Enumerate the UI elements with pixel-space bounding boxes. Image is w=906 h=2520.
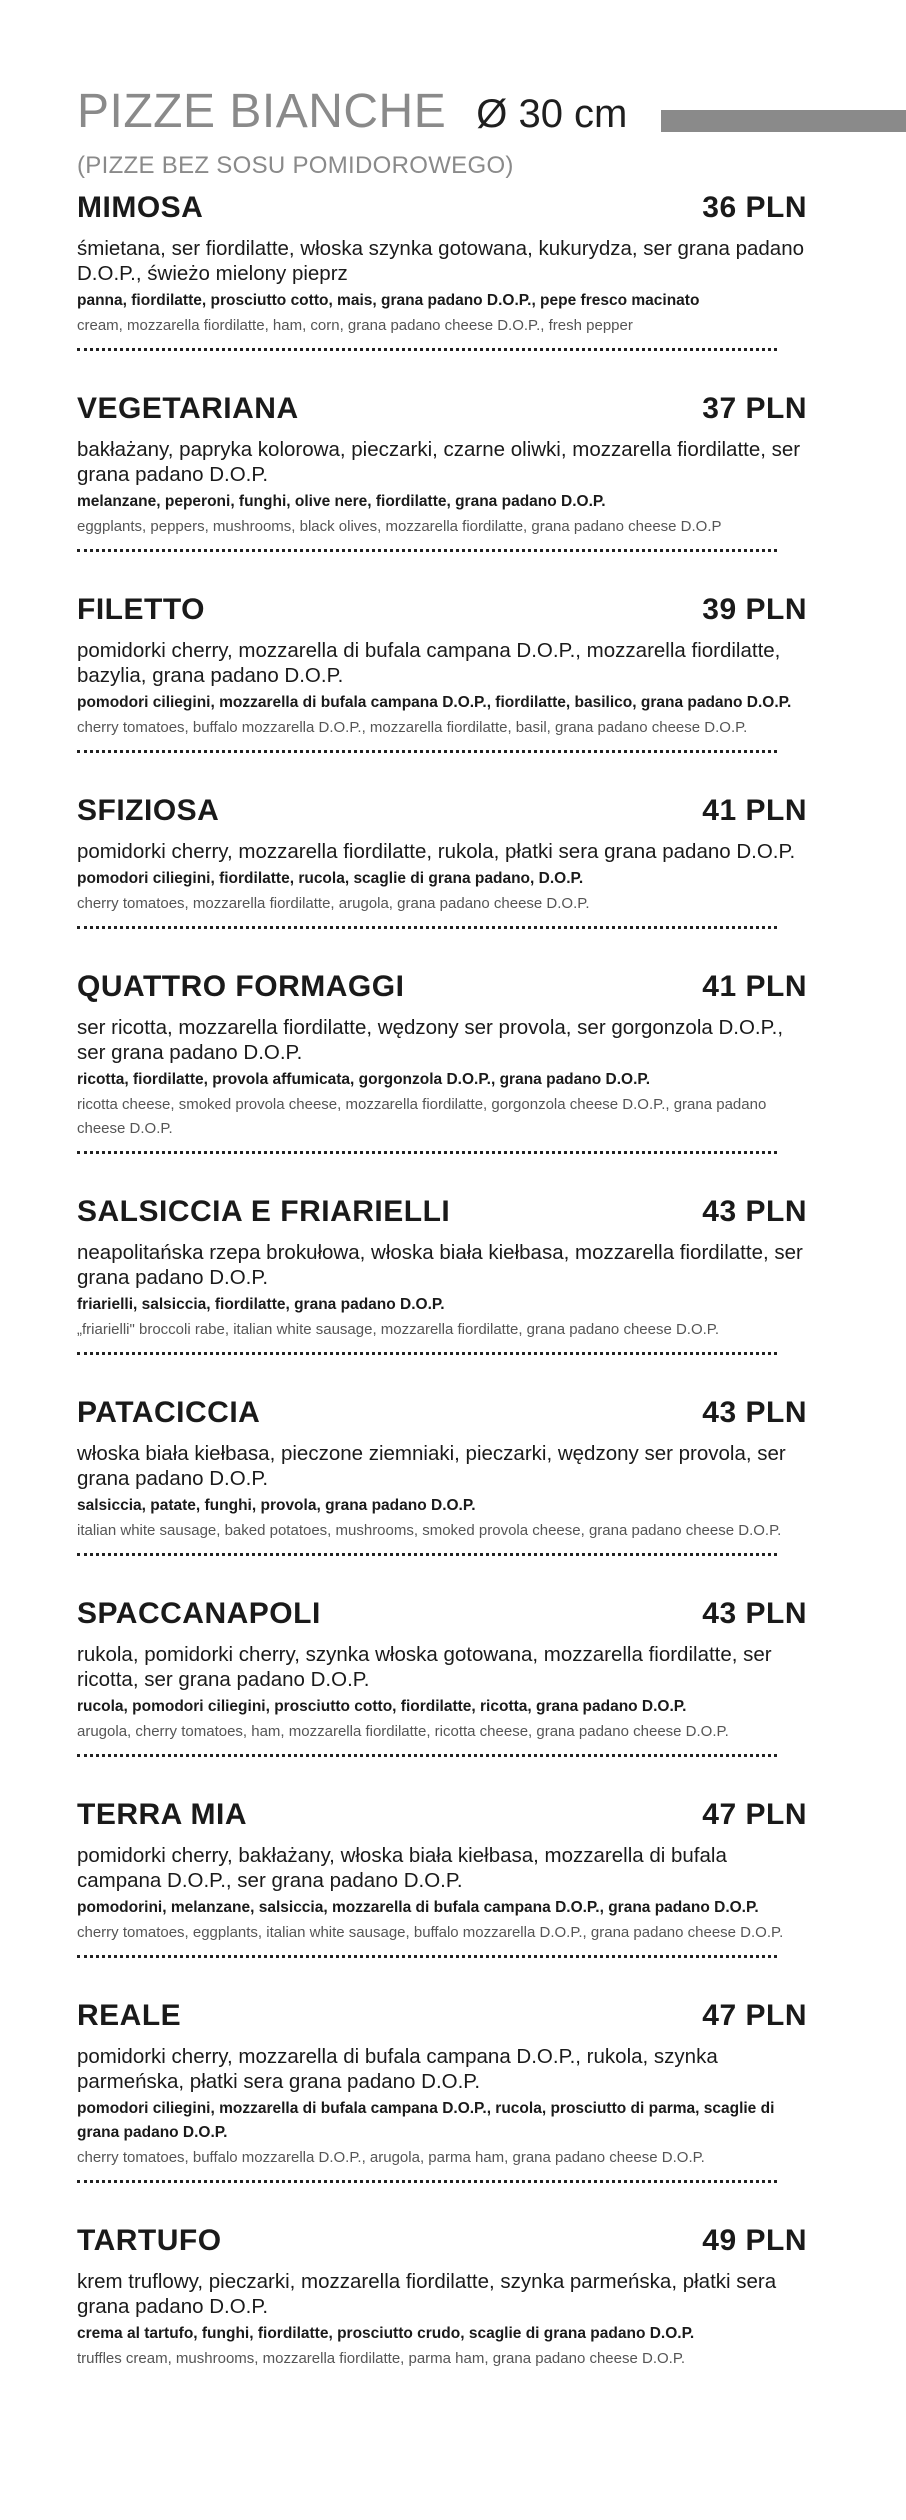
dotted-divider — [77, 1151, 777, 1154]
menu-item — [77, 1596, 807, 1757]
menu-item — [77, 1194, 807, 1355]
menu-item-description-en: truffles cream, mushrooms, mozzarella fiordilatte, parma ham, grana padano cheese D.O.P. — [77, 2350, 686, 2367]
dotted-divider — [77, 926, 777, 929]
menu-item-name: SALSICCIA E FRIARIELLI — [77, 1195, 451, 1228]
menu-item-description-en: arugola, cherry tomatoes, ham, mozzarella fiordilatte, ricotta cheese, grana padano cheese D.O.P. — [77, 1723, 729, 1740]
menu-item-header — [77, 1998, 807, 2034]
menu-item-description-pl: bakłażany, papryka kolorowa, pieczarki, czarne oliwki, mozzarella fiordilatte, ser grana padano D.O.P. — [77, 438, 801, 486]
menu-item-description-pl: rukola, pomidorki cherry, szynka włoska gotowana, mozzarella fiordilatte, ser ricotta, ser grana padano D.O.P. — [77, 1643, 772, 1691]
menu-item-price: 47 PLN — [702, 1798, 807, 1831]
menu-item-price: 49 PLN — [702, 2224, 807, 2257]
menu-item-price: 47 PLN — [702, 1999, 807, 2032]
menu-item-description-pl: ser ricotta, mozzarella fiordilatte, wędzony ser provola, ser gorgonzola D.O.P., ser grana padano D.O.P. — [77, 1016, 784, 1064]
menu-item-price: 36 PLN — [702, 191, 807, 224]
dotted-divider — [77, 1754, 777, 1757]
menu-item-description-it: crema al tartufo, funghi, fiordilatte, prosciutto crudo, scaglie di grana padano D.O.P. — [77, 2325, 695, 2342]
menu-item-price: 37 PLN — [702, 392, 807, 425]
menu-item — [77, 2223, 807, 2371]
menu-item-header — [77, 1194, 807, 1230]
menu-item-description-it: ricotta, fiordilatte, provola affumicata, gorgonzola D.O.P., grana padano D.O.P. — [77, 1071, 651, 1088]
section-header — [77, 85, 906, 184]
menu-item-description-pl: pomidorki cherry, bakłażany, włoska biała kiełbasa, mozzarella di bufala campana D.O.P., ser grana padano D.O.P. — [77, 1844, 727, 1892]
accent-bar — [661, 110, 906, 132]
menu-item-description-en: cherry tomatoes, buffalo mozzarella D.O.P., mozzarella fiordilatte, basil, grana padano cheese D.O.P. — [77, 719, 748, 736]
menu-item-name: VEGETARIANA — [77, 392, 299, 425]
menu-item-description-pl: pomidorki cherry, mozzarella fiordilatte, rukola, płatki sera grana padano D.O.P. — [77, 840, 796, 863]
menu-items-list — [77, 190, 807, 2411]
menu-item-name: TERRA MIA — [77, 1798, 248, 1831]
menu-item — [77, 1797, 807, 1958]
menu-item-description-it: melanzane, peperoni, funghi, olive nere, fiordilatte, grana padano D.O.P. — [77, 493, 606, 510]
menu-item-header — [77, 793, 807, 829]
menu-item-name: TARTUFO — [77, 2224, 222, 2257]
dotted-divider — [77, 1955, 777, 1958]
menu-item-header — [77, 2223, 807, 2259]
menu-item-description-pl: włoska biała kiełbasa, pieczone ziemniaki, pieczarki, wędzony ser provola, ser grana padano D.O.P. — [77, 1442, 786, 1490]
menu-item-header — [77, 1797, 807, 1833]
menu-item-description-it: pomodorini, melanzane, salsiccia, mozzarella di bufala campana D.O.P., grana padano D.O.P. — [77, 1899, 759, 1916]
menu-item-description-it: friarielli, salsiccia, fiordilatte, grana padano D.O.P. — [77, 1296, 445, 1313]
menu-item-header — [77, 592, 807, 628]
menu-item-name: SPACCANAPOLI — [77, 1597, 321, 1630]
menu-item — [77, 592, 807, 753]
menu-item-price: 41 PLN — [702, 794, 807, 827]
menu-item-description-it: panna, fiordilatte, prosciutto cotto, mais, grana padano D.O.P., pepe fresco macinato — [77, 292, 700, 309]
menu-item-name: PATACICCIA — [77, 1396, 261, 1429]
menu-item-header — [77, 1395, 807, 1431]
menu-item-name: SFIZIOSA — [77, 794, 220, 827]
menu-item — [77, 969, 807, 1154]
menu-item-name: MIMOSA — [77, 191, 204, 224]
menu-item — [77, 1998, 807, 2183]
menu-item-header — [77, 391, 807, 427]
menu-item — [77, 793, 807, 929]
dotted-divider — [77, 1553, 777, 1556]
dotted-divider — [77, 2180, 777, 2183]
menu-item-price: 43 PLN — [702, 1195, 807, 1228]
menu-item-price: 43 PLN — [702, 1396, 807, 1429]
menu-item-name: QUATTRO FORMAGGI — [77, 970, 405, 1003]
menu-item — [77, 391, 807, 552]
menu-item-description-pl: neapolitańska rzepa brokułowa, włoska biała kiełbasa, mozzarella fiordilatte, ser grana padano D.O.P. — [77, 1241, 803, 1289]
menu-item-description-pl: śmietana, ser fiordilatte, włoska szynka gotowana, kukurydza, ser grana padano D.O.P., świeżo mielony pieprz — [77, 237, 804, 285]
dotted-divider — [77, 750, 777, 753]
menu-item-description-it: pomodori ciliegini, fiordilatte, rucola, scaglie di grana padano, D.O.P. — [77, 870, 584, 887]
pizza-size: Ø 30 cm — [476, 92, 628, 136]
menu-item-description-en: ricotta cheese, smoked provola cheese, mozzarella fiordilatte, gorgonzola cheese D.O.P., grana padano cheese D.O.P. — [77, 1096, 767, 1137]
menu-item-description-en: cherry tomatoes, eggplants, italian white sausage, buffalo mozzarella D.O.P., grana padano cheese D.O.P. — [77, 1924, 784, 1941]
menu-item-name: REALE — [77, 1999, 182, 2032]
menu-item-description-en: italian white sausage, baked potatoes, mushrooms, smoked provola cheese, grana padano cheese D.O.P. — [77, 1522, 782, 1539]
dotted-divider — [77, 348, 777, 351]
menu-item-description-en: „friarielli" broccoli rabe, italian white sausage, mozzarella fiordilatte, grana padano cheese D.O.P. — [77, 1321, 720, 1338]
menu-item-description-it: salsiccia, patate, funghi, provola, grana padano D.O.P. — [77, 1497, 476, 1514]
menu-item-description-en: cherry tomatoes, buffalo mozzarella D.O.P., arugola, parma ham, grana padano cheese D.O.P. — [77, 2149, 705, 2166]
menu-item — [77, 190, 807, 351]
menu-item-description-pl: krem truflowy, pieczarki, mozzarella fiordilatte, szynka parmeńska, płatki sera grana padano D.O.P. — [77, 2270, 777, 2318]
menu-item-description-pl: pomidorki cherry, mozzarella di bufala campana D.O.P., rukola, szynka parmeńska, płatki sera grana padano D.O.P. — [77, 2045, 718, 2093]
menu-item-price: 41 PLN — [702, 970, 807, 1003]
menu-item-description-it: pomodori ciliegini, mozzarella di bufala campana D.O.P., rucola, prosciutto di parma, scaglie di grana padano D.O.P. — [77, 2100, 775, 2141]
menu-item-name: FILETTO — [77, 593, 205, 626]
menu-item-header — [77, 1596, 807, 1632]
menu-item-description-pl: pomidorki cherry, mozzarella di bufala campana D.O.P., mozzarella fiordilatte, bazylia, grana padano D.O.P. — [77, 639, 781, 687]
menu-item-description-en: eggplants, peppers, mushrooms, black olives, mozzarella fiordilatte, grana padano cheese D.O.P — [77, 518, 722, 535]
menu-item-header — [77, 190, 807, 226]
menu-item-description-it: pomodori ciliegini, mozzarella di bufala campana D.O.P., fiordilatte, basilico, grana padano D.O.P. — [77, 694, 792, 711]
menu-item-price: 43 PLN — [702, 1597, 807, 1630]
dotted-divider — [77, 1352, 777, 1355]
menu-item-description-it: rucola, pomodori ciliegini, prosciutto cotto, fiordilatte, ricotta, grana padano D.O.P. — [77, 1698, 687, 1715]
dotted-divider — [77, 549, 777, 552]
menu-item-header — [77, 969, 807, 1005]
menu-item-description-en: cream, mozzarella fiordilatte, ham, corn, grana padano cheese D.O.P., fresh pepper — [77, 317, 633, 334]
menu-item-price: 39 PLN — [702, 593, 807, 626]
section-subtitle: (PIZZE BEZ SOSU POMIDOROWEGO) — [77, 152, 514, 179]
menu-item-description-en: cherry tomatoes, mozzarella fiordilatte, arugola, grana padano cheese D.O.P. — [77, 895, 590, 912]
section-title: PIZZE BIANCHE — [77, 85, 447, 138]
menu-item — [77, 1395, 807, 1556]
